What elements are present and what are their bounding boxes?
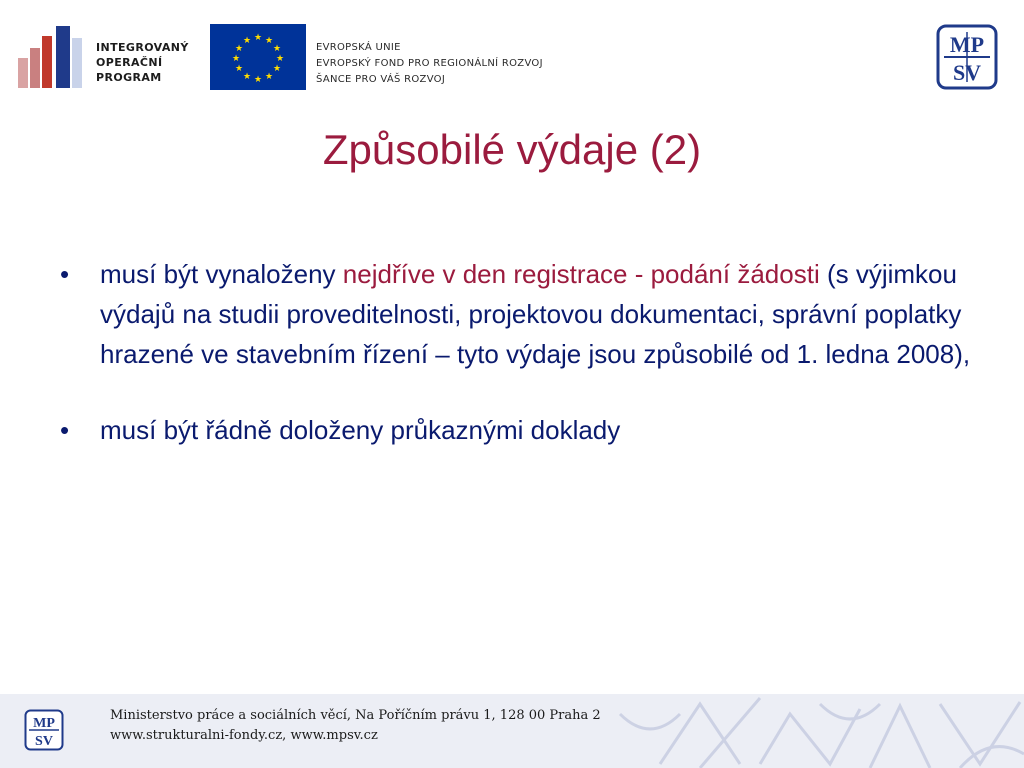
bullet-item	[56, 410, 976, 450]
svg-text:★: ★	[272, 44, 282, 54]
eu-line-2: EVROPSKÝ FOND PRO REGIONÁLNÍ ROZVOJ	[316, 58, 543, 69]
footer-logo-top: MP	[33, 716, 55, 731]
bullet-icon: •	[60, 259, 70, 289]
footer-links: www.strukturalni-fondy.cz, www.mpsv.cz	[110, 728, 378, 743]
bullet-text-before: musí být vynaloženy	[100, 259, 343, 289]
svg-text:★: ★	[253, 33, 263, 43]
svg-text:★: ★	[264, 36, 274, 46]
eu-flag-icon	[210, 24, 306, 90]
svg-text:★: ★	[242, 36, 252, 46]
eu-stars-icon	[210, 24, 306, 90]
bullet-highlight: nejdříve v den registrace - podání žádosti	[342, 259, 820, 289]
footer-logo-bottom: SV	[35, 734, 53, 749]
svg-text:★: ★	[231, 54, 241, 64]
iop-line-1: INTEGROVANÝ	[96, 41, 189, 54]
eu-line-3: ŠANCE PRO VÁŠ ROZVOJ	[316, 74, 446, 85]
bullet-text-after: (s výjimkou výdajů na studii proveditelnosti, projektovou dokumentaci, správní poplatky hrazené ve stavebním řízení – tyto výdaje jsou způsobilé od 1. ledna 2008),	[100, 259, 971, 369]
footer-text	[110, 706, 601, 746]
bullet-item	[56, 254, 976, 374]
svg-text:★: ★	[234, 44, 244, 54]
mpsv-logo	[936, 24, 998, 90]
eu-line-1: EVROPSKÁ UNIE	[316, 42, 401, 53]
slide-title: Způsobilé výdaje (2)	[322, 126, 702, 173]
iop-logo	[16, 22, 189, 90]
bullet-list	[56, 254, 976, 450]
svg-text:★: ★	[275, 54, 285, 64]
bullet-text: musí být řádně doloženy průkaznými doklady	[100, 415, 621, 445]
svg-text:★: ★	[264, 72, 274, 82]
footer	[0, 694, 1024, 768]
svg-text:★: ★	[234, 64, 244, 74]
iop-logo-text	[96, 40, 189, 85]
footer-address: Ministerstvo práce a sociálních věcí, Na Poříčním právu 1, 128 00 Praha 2	[110, 708, 601, 723]
footer-mpsv-logo	[24, 709, 64, 751]
svg-text:★: ★	[253, 75, 263, 85]
mpsv-logo-top: MP	[949, 32, 985, 57]
eu-logo-text	[316, 40, 543, 88]
iop-line-3: PROGRAM	[96, 71, 162, 84]
svg-text:★: ★	[272, 64, 282, 74]
iop-bars-icon	[16, 22, 86, 90]
mpsv-logo-bottom: SV	[952, 60, 982, 85]
iop-line-2: OPERAČNÍ	[96, 56, 163, 69]
svg-text:★: ★	[242, 72, 252, 82]
bullet-icon: •	[60, 415, 70, 445]
